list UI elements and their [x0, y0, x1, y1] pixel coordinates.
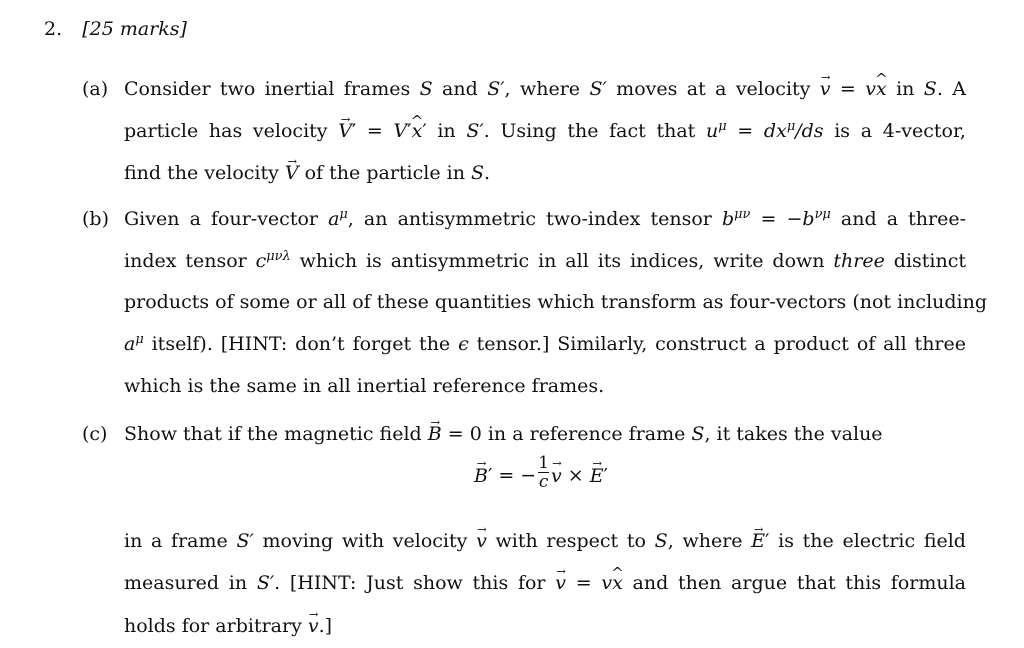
- part-c-line-1: Show that if the magnetic field → B = 0 in a reference frame S, it takes the value: [124, 423, 883, 445]
- question-marks: [25 marks]: [82, 18, 187, 40]
- part-c-label: (c): [82, 423, 108, 445]
- part-b-line-2: index tensor $c^{\mu\nu\lambda}$ which is antisymmetric in all its indices, write down three distinct: [124, 248, 966, 272]
- part-a-line-1: Consider two inertial frames S and S′, where S′ moves at a velocity → v = v^ x in S. A: [124, 78, 966, 100]
- question-header: [44, 18, 187, 40]
- part-a-label: (a): [82, 78, 109, 100]
- part-c-line-4: holds for arbitrary → v.]: [124, 615, 332, 637]
- display-equation: → B′ = − $\frac{1}{c}$ → v × → E′: [474, 458, 608, 495]
- part-b-label: (b): [82, 208, 109, 230]
- part-b-line-1: Given a four-vector $a^\mu$, an antisymmetric two-index tensor $b^{\mu\nu} = -b^{\nu\mu}$ and a three-: [124, 206, 967, 230]
- question-number: 2.: [44, 18, 63, 40]
- part-b-line-5: which is the same in all inertial reference frames.: [124, 375, 605, 397]
- part-a-line-3: find the velocity → V of the particle in S.: [124, 162, 490, 184]
- part-c-line-3: measured in S′. [HINT: Just show this for → v = v^ x and then argue that this formula: [124, 572, 966, 594]
- part-b-line-4: $a^\mu$ itself). [HINT: don’t forget the ϵ tensor.] Similarly, construct a product of all three: [124, 331, 966, 355]
- part-c-line-2: in a frame S′ moving with velocity → v with respect to S, where → E′ is the electric field: [124, 530, 966, 552]
- part-a-line-2: particle has velocity → V′ = V′^ x′ in S′. Using the fact that $u^\mu = dx^\mu/ds$ is a 4-vector,: [124, 120, 966, 142]
- part-b-line-3: products of some or all of these quantities which transform as four-vectors (not including: [124, 291, 988, 313]
